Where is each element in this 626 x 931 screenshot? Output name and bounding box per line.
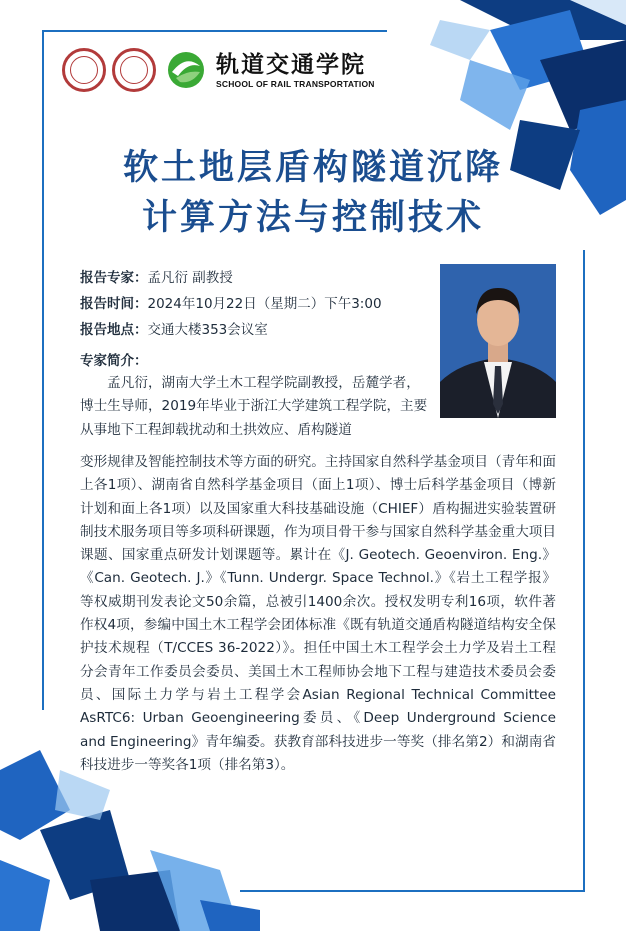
school-name bbox=[216, 52, 375, 89]
frame-line-top bbox=[42, 30, 387, 32]
speaker-photo bbox=[440, 264, 556, 418]
bio-paragraph-part-1: 孟凡衍，湖南大学土木工程学院副教授，岳麓学者，博士生导师，2019年毕业于浙江大学建筑工程学院，主要从事地下工程卸载扰动和土拱效应、盾构隧道 bbox=[80, 375, 428, 438]
school-name-cn: 轨道交通学院 bbox=[216, 51, 366, 78]
frame-line-left bbox=[42, 30, 44, 710]
school-logo-icon bbox=[166, 50, 206, 90]
school-name-en: SCHOOL OF RAIL TRANSPORTATION bbox=[216, 78, 375, 89]
bio-heading: 专家简介： bbox=[80, 353, 148, 369]
title-line-2: 计算方法与控制技术 bbox=[141, 198, 484, 238]
university-seal-logo bbox=[62, 48, 106, 92]
bio-paragraph-part-2: 变形规律及智能控制技术等方面的研究。主持国家自然科学基金项目（青年和面上各1项）、湖南省自然科学基金项目（面上1项）、博士后科学基金项目（博新计划和面上各1项）以及国家重大科技基础设施（CHIEF）盾构掘进实验装置研制技术服务项目等多项科研课题，作为项目骨干参与国家自然科学基金重大项目课题、国家重点研发计划课题等。累计在《J. Geotech. Geoenviron. Eng.》《Can. Geotech. J.》《Tunn. Undergr. Space Technol.》《岩土工程学报》等权威期刊发表论文50余篇，总被引1400余次。授权发明专利16项，软件著作权4项，参编中国土木工程学会团体标准《既有轨道交通盾构隧道结构安全保护技术规程（T/CCES 36-2022）》。担任中国土木工程学会土力学及岩土工程分会青年工作委员会委员、美国土木工程师协会地下工程与建造技术委员会委员、国际土力学与岩土工程学会Asian Regional Technical Committee AsRTC6: Urban Geoengineering委员、《Deep Underground Science and Engineering》青年编委。获教育部科技进步一等奖（排名第2）和湖南省科技进步一等奖各1项（排名第3）。 bbox=[80, 454, 556, 773]
time-label: 报告时间： bbox=[80, 296, 148, 312]
speaker-label: 报告专家： bbox=[80, 270, 148, 286]
time-row bbox=[80, 292, 382, 312]
frame-line-bottom bbox=[240, 890, 585, 892]
place-row bbox=[80, 318, 268, 338]
place-value: 交通大楼353会议室 bbox=[147, 322, 268, 338]
time-value: 2024年10月22日（星期二）下午3:00 bbox=[147, 296, 382, 312]
speaker-value: 孟凡衍 副教授 bbox=[147, 270, 233, 286]
frame-line-right bbox=[583, 250, 585, 890]
place-label: 报告地点： bbox=[80, 322, 148, 338]
title-line-1: 软土地层盾构隧道沉降 bbox=[122, 148, 503, 188]
logo-bar bbox=[62, 48, 375, 92]
speaker-row bbox=[80, 266, 233, 286]
university-emblem-logo bbox=[112, 48, 156, 92]
